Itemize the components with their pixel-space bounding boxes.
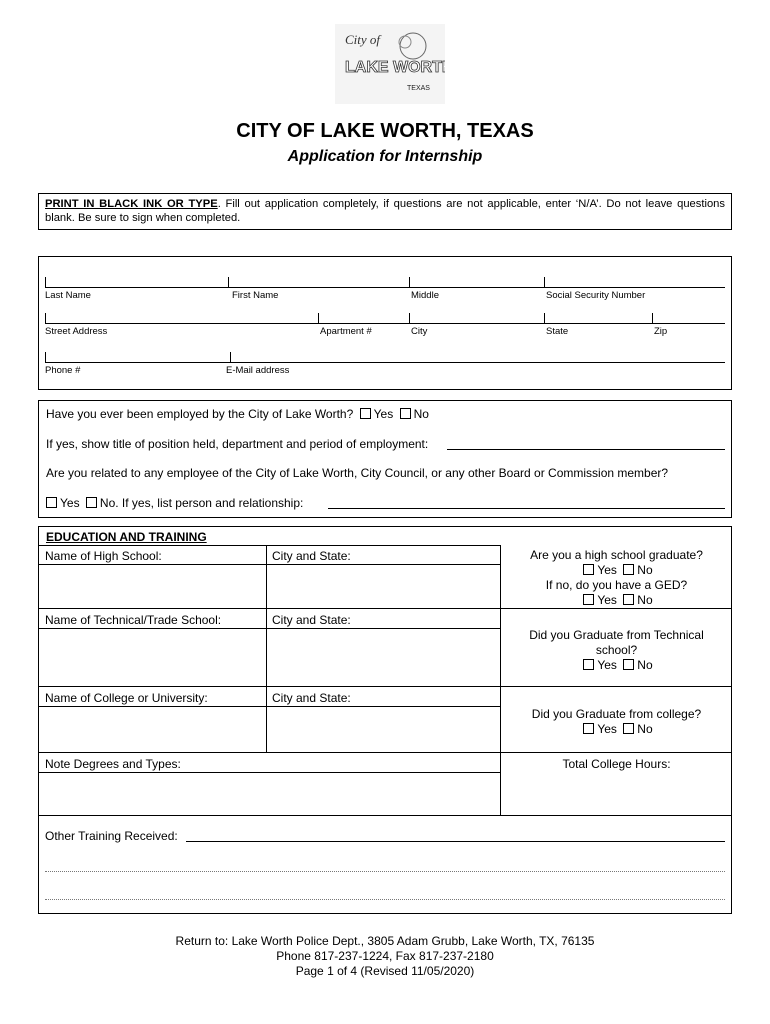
high-school-input[interactable] [39,565,265,607]
hs-grad-yes-checkbox[interactable] [583,564,594,575]
name-line[interactable] [45,287,725,288]
college-city-state-label: City and State: [272,691,351,705]
other-training-line-2[interactable] [45,871,725,872]
contact-line[interactable] [45,362,725,363]
related-no-checkbox[interactable] [86,497,97,508]
position-line[interactable] [447,449,725,450]
tech-graduate-block: Did you Graduate from Technical school? Yes No [529,628,704,672]
employed-yes-checkbox[interactable] [360,408,371,419]
hs-graduate-block: Are you a high school graduate? Yes No If no, do you have a GED? Yes No [530,548,703,607]
related-answer: Yes No. If yes, list person and relationship: [43,496,303,510]
college-input[interactable] [39,707,265,751]
street-label: Street Address [45,326,108,337]
college-grad-no-checkbox[interactable] [623,723,634,734]
education-heading: EDUCATION AND TRAINING [46,530,207,544]
college-graduate-block: Did you Graduate from college? Yes No [531,707,702,736]
city-label: City [411,326,428,337]
phone-label: Phone # [45,365,81,376]
related-yes-checkbox[interactable] [46,497,57,508]
middle-label: Middle [411,290,439,301]
instructions-bold: PRINT IN BLACK INK OR TYPE [45,198,218,210]
total-hours-label: Total College Hours: [562,757,671,771]
relationship-line[interactable] [328,508,725,509]
related-question: Are you related to any employee of the City of Lake Worth, City Council, or any other Board or Commission member? [46,466,669,480]
apartment-label: Apartment # [320,326,372,337]
degrees-input[interactable] [39,773,499,815]
other-training-line-3[interactable] [45,899,725,900]
last-name-label: Last Name [45,290,91,301]
hs-city-state-input[interactable] [267,565,499,607]
hs-city-state-label: City and State: [272,549,351,563]
ssn-label: Social Security Number [546,290,646,301]
tech-school-input[interactable] [39,629,265,685]
logo-text-city: City of [345,32,381,47]
email-label: E-Mail address [226,365,290,376]
footer-page-number: Page 1 of 4 (Revised 11/05/2020) [295,964,475,978]
tech-grad-yes-checkbox[interactable] [583,659,594,670]
college-label: Name of College or University: [45,691,208,705]
college-city-state-input[interactable] [267,707,499,751]
footer-phone-fax: Phone 817-237-1224, Fax 817-237-2180 [276,949,494,963]
other-training-label: Other Training Received: [45,829,178,843]
ged-yes-checkbox[interactable] [583,594,594,605]
tech-city-state-input[interactable] [267,629,499,685]
hs-grad-no-checkbox[interactable] [623,564,634,575]
tech-city-state-label: City and State: [272,613,351,627]
page-subtitle: Application for Internship [287,148,483,165]
position-question: If yes, show title of position held, department and period of employment: [46,437,429,451]
college-grad-yes-checkbox[interactable] [583,723,594,734]
footer-return-address: Return to: Lake Worth Police Dept., 3805 Adam Grubb, Lake Worth, TX, 76135 [175,934,595,948]
page-title: CITY OF LAKE WORTH, TEXAS [236,120,534,142]
footer [0,934,770,979]
employed-question: Have you ever been employed by the City of Lake Worth? Yes No [46,407,429,421]
degrees-label: Note Degrees and Types: [45,757,181,771]
instructions-text: . Fill out application completely, if questions are not applicable, enter ‘N/A’. Do not leave questions blank. Be sure to sign when completed. [45,198,725,224]
first-name-label: First Name [232,290,279,301]
ged-no-checkbox[interactable] [623,594,634,605]
tech-school-label: Name of Technical/Trade School: [45,613,222,627]
zip-label: Zip [654,326,668,337]
other-training-line-1[interactable] [186,841,725,842]
logo-text-lake: LAKE WORTH [345,59,445,76]
employed-no-checkbox[interactable] [400,408,411,419]
logo-text-texas: TEXAS [407,85,430,92]
instructions-box [38,193,732,230]
address-line[interactable] [45,323,725,324]
tech-grad-no-checkbox[interactable] [623,659,634,670]
high-school-label: Name of High School: [45,549,162,563]
state-label: State [546,326,569,337]
city-logo [335,24,445,104]
